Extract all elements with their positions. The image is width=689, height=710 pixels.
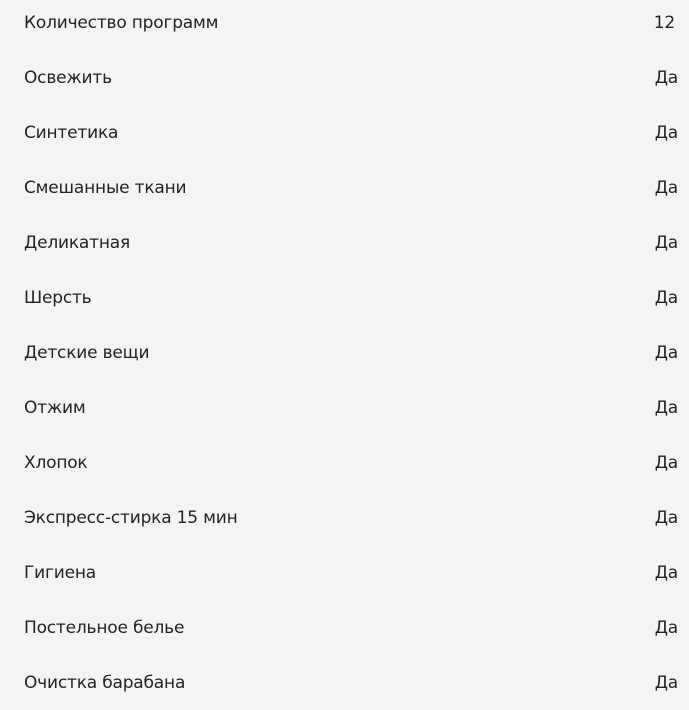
spec-label: Синтетика: [24, 122, 119, 143]
spec-value: Да: [654, 562, 678, 583]
spec-row-baby-clothes: [0, 325, 689, 380]
spec-value: Да: [654, 507, 678, 528]
spec-row-cotton: [0, 435, 689, 490]
spec-row-hygiene: [0, 545, 689, 600]
spec-label: Смешанные ткани: [24, 177, 187, 198]
spec-label: Постельное белье: [24, 617, 185, 638]
spec-row-delicate: [0, 215, 689, 270]
spec-value: Да: [654, 397, 678, 418]
spec-label: Детские вещи: [24, 342, 150, 363]
spec-row-spin: [0, 380, 689, 435]
spec-value: Да: [654, 672, 678, 693]
spec-row-bedding: [0, 600, 689, 655]
spec-value: Да: [654, 122, 678, 143]
spec-value: Да: [654, 342, 678, 363]
spec-label: Экспресс-стирка 15 мин: [24, 507, 238, 528]
spec-value: Да: [654, 287, 678, 308]
spec-value: Да: [654, 177, 678, 198]
spec-row-drum-clean: [0, 655, 689, 710]
spec-row-express-wash: [0, 490, 689, 545]
spec-value: 12: [653, 12, 675, 33]
spec-value: Да: [654, 67, 678, 88]
spec-label: Количество программ: [24, 12, 219, 33]
spec-label: Отжим: [24, 397, 86, 418]
spec-row-wool: [0, 270, 689, 325]
spec-value: Да: [654, 452, 678, 473]
spec-label: Шерсть: [24, 287, 92, 308]
spec-row-synthetics: [0, 105, 689, 160]
spec-label: Хлопок: [24, 452, 88, 473]
spec-value: Да: [654, 617, 678, 638]
spec-row-program-count: [0, 0, 689, 50]
spec-label: Гигиена: [24, 562, 96, 583]
spec-label: Деликатная: [24, 232, 131, 253]
spec-row-refresh: [0, 50, 689, 105]
spec-label: Освежить: [24, 67, 112, 88]
spec-row-mixed-fabrics: [0, 160, 689, 215]
spec-label: Очистка барабана: [24, 672, 186, 693]
spec-value: Да: [654, 232, 678, 253]
